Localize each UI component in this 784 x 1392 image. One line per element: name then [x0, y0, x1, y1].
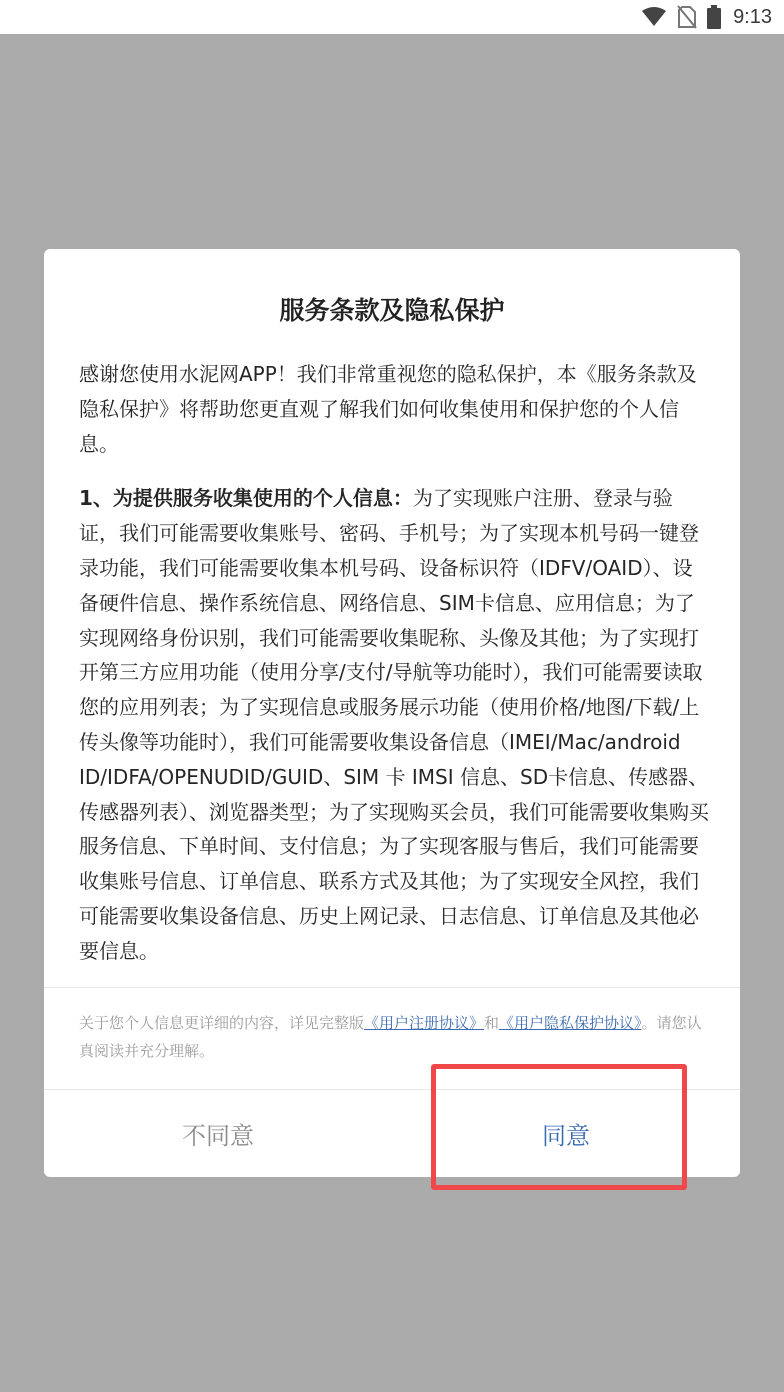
status-time: 9:13	[733, 5, 772, 28]
status-bar	[0, 0, 784, 34]
section1-paragraph	[79, 481, 709, 968]
intro-paragraph: 感谢您使用水泥网APP！我们非常重视您的隐私保护，本《服务条款及隐私保护》将帮助您更直观了解我们如何收集使用和保护您的个人信息。	[79, 362, 697, 456]
footnote-suffix: 。请您认真阅读并充分理解。	[79, 1014, 702, 1060]
registration-agreement-link[interactable]: 《用户注册协议》	[364, 1014, 485, 1032]
section1-body: 为了实现账户注册、登录与验证，我们可能需要收集账号、密码、手机号；为了实现本机号码一键登录功能，我们可能需要收集本机号码、设备标识符（IDFV/OAID）、设备硬件信息、操作系统信息、网络信息、SIM卡信息、应用信息；为了实现网络身份识别，我们可能需要收集昵称、头像及其他；为了实现打开第三方应用功能（使用分享/支付/导航等功能时），我们可能需要读取您的应用列表；为了实现信息或服务展示功能（使用价格/地图/下载/上传头像等功能时），我们可能需要收集设备信息（IMEI/Mac/android ID/IDFA/OPENUDID/GUID、SIM 卡 IMSI 信息、SD卡信息、传感器、传感器列表）、浏览器类型；为了实现购买会员，我们可能需要收集购买服务信息、下单时间、支付信息；为了实现客服与售后，我们可能需要收集账号信息、订单信息、联系方式及其他；为了实现安全风控，我们可能需要收集设备信息、历史上网记录、日志信息、订单信息及其他必要信息。	[79, 486, 709, 963]
content-divider	[44, 987, 740, 988]
wifi-icon	[641, 7, 667, 27]
battery-icon	[707, 5, 721, 29]
footnote-and: 和	[484, 1014, 500, 1032]
footnote-prefix: 关于您个人信息更详细的内容，详见完整版	[79, 1014, 365, 1032]
dialog-content[interactable]	[79, 357, 709, 969]
disagree-button[interactable]: 不同意	[182, 1122, 254, 1150]
agree-button[interactable]: 同意	[542, 1122, 590, 1150]
no-sim-icon	[677, 5, 697, 29]
section1-heading: 1、为提供服务收集使用的个人信息：	[79, 486, 413, 511]
footnote	[79, 1009, 711, 1065]
privacy-agreement-link[interactable]: 《用户隐私保护协议》	[499, 1014, 642, 1032]
dialog-title: 服务条款及隐私保护	[279, 296, 505, 325]
privacy-dialog	[44, 249, 740, 1177]
